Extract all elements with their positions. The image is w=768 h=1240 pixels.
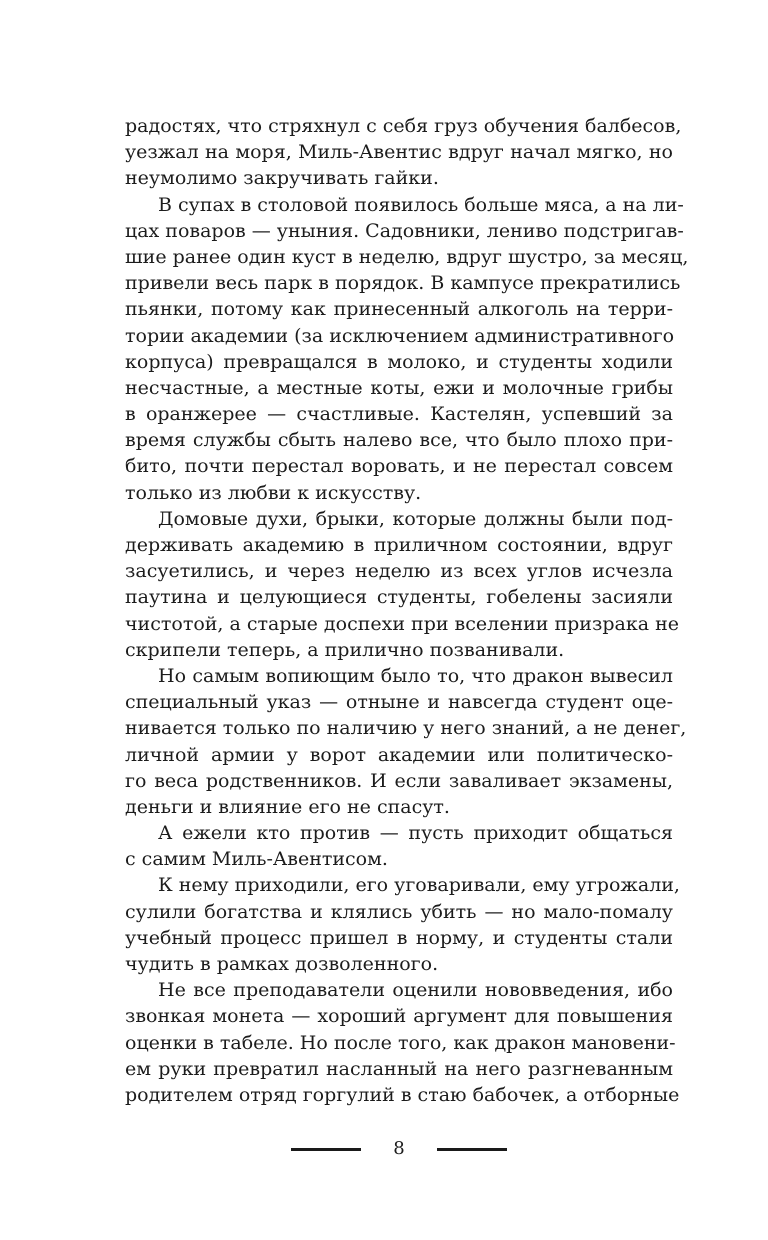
text-line: корпуса) превращался в молоко, и студенты ходили — [125, 350, 673, 373]
text-line: сулили богатства и клялись убить — но мало-помалу — [125, 900, 673, 923]
text-line: Но самым вопиющим было то, что дракон вывесил — [158, 664, 673, 687]
text-line: держивать академию в приличном состоянии, вдруг — [125, 534, 673, 556]
text-line: звонкая монета — хороший аргумент для повышения — [125, 1005, 673, 1028]
text-line: неумолимо закручивать гайки. — [125, 167, 439, 190]
text-line: несчастные, а местные коты, ежи и молочные грибы — [125, 376, 673, 399]
text-line: только из любви к искусству. — [125, 481, 422, 504]
footer-rule-left — [291, 1148, 361, 1151]
text-line: шие ранее один куст в неделю, вдруг шустро, за месяц, — [125, 245, 689, 268]
text-line: в оранжерее — счастливые. Кастелян, успевший за — [125, 403, 673, 426]
page-number: 8 — [393, 1138, 405, 1159]
text-line: А ежели кто против — пусть приходит общаться — [158, 822, 673, 845]
text-line: Домовые духи, брыки, которые должны были под- — [158, 507, 673, 530]
text-line: чистотой, а старые доспехи при вселении призрака не — [125, 612, 679, 635]
text-line: привели весь парк в порядок. В кампусе прекратились — [125, 272, 681, 295]
text-line: нивается только по наличию у него знаний, а не денег, — [125, 717, 687, 740]
text-line: деньги и влияние его не спасут. — [125, 795, 450, 818]
text-line: время службы сбыть налево все, что было плохо при- — [125, 429, 673, 452]
text-line: Не все преподаватели оценили нововведения, ибо — [158, 979, 673, 1002]
text-line: ем руки превратил насланный на него разгневанным — [125, 1057, 673, 1080]
text-line: тории академии (за исключением административного — [125, 324, 675, 347]
text-line: с самим Миль-Авентисом. — [125, 848, 388, 871]
text-line: оценки в табеле. Но после того, как дракон мановени- — [125, 1031, 676, 1054]
text-line: К нему приходили, его уговаривали, ему угрожали, — [158, 874, 680, 897]
text-line: специальный указ — отныне и навсегда студент оце- — [125, 691, 673, 714]
text-line: учебный процесс пришел в норму, и студенты стали — [125, 926, 673, 949]
body-text — [125, 113, 689, 1108]
text-line: паутина и целующиеся студенты, гобелены засияли — [125, 586, 673, 609]
text-line: скрипели теперь, а прилично позванивали. — [125, 638, 565, 661]
text-line: бито, почти перестал воровать, и не перестал совсем — [125, 455, 673, 478]
text-line: пьянки, потому как принесенный алкоголь на терри- — [125, 298, 673, 321]
text-line: засуетились, и через неделю из всех углов исчезла — [125, 560, 673, 583]
page-footer — [0, 1134, 768, 1164]
footer-rule-right — [437, 1148, 507, 1151]
text-line: го веса родственников. И если заваливает экзамены, — [125, 769, 673, 792]
text-line: цах поваров — уныния. Садовники, лениво подстригав- — [125, 219, 684, 242]
text-line: родителем отряд горгулий в стаю бабочек, а отборные — [125, 1083, 680, 1106]
text-line: В супах в столовой появилось больше мяса, а на ли- — [158, 193, 684, 216]
text-line: чудить в рамках дозволенного. — [125, 953, 439, 975]
text-line: уезжал на моря, Миль-Авентис вдруг начал мягко, но — [125, 141, 673, 164]
text-line: личной армии у ворот академии или политическо- — [125, 743, 673, 766]
text-line: радостях, что стряхнул с себя груз обучения балбесов, — [125, 115, 682, 137]
